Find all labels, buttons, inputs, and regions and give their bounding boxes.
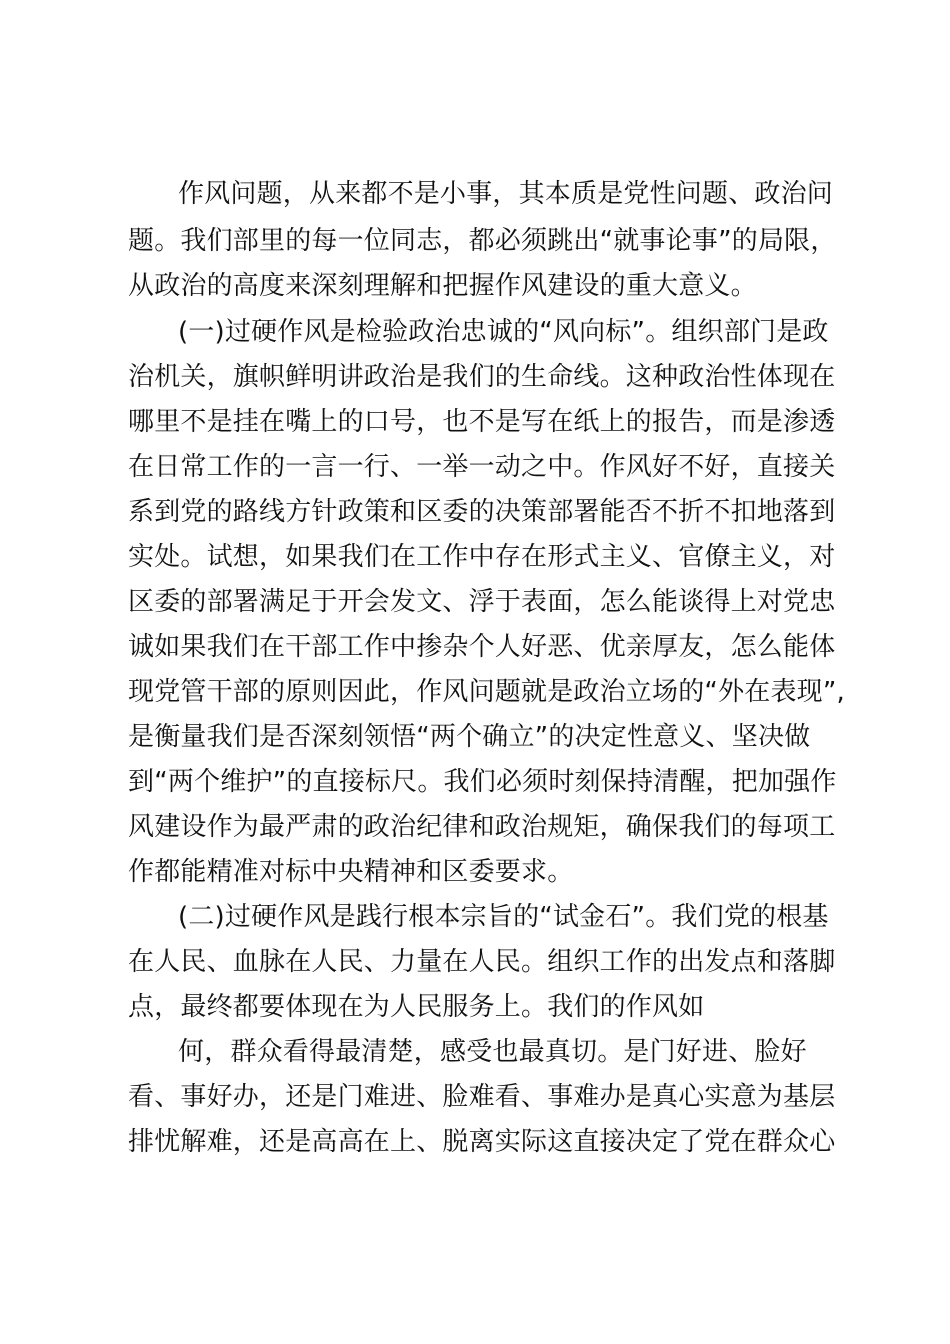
text-line: 题。我们部里的每一位同志，都必须跳出“就事论事”的局限， <box>128 226 837 256</box>
text-line: 作都能精准对标中央精神和区委要求。 <box>128 857 574 887</box>
text-line: 诚如果我们在干部工作中掺杂个人好恶、优亲厚友，怎么能体 <box>128 632 836 662</box>
text-line: 治机关，旗帜鲜明讲政治是我们的生命线。这种政治性体现在 <box>128 362 836 392</box>
text-line: (二)过硬作风是践行根本宗旨的“试金石”。我们党的根基 <box>178 902 829 932</box>
text-line: 看、事好办，还是门难进、脸难看、事难办是真心实意为基层 <box>128 1082 836 1112</box>
text-line: 从政治的高度来深刻理解和把握作风建设的重大意义。 <box>128 271 757 301</box>
text-line: 风建设作为最严肃的政治纪律和政治规矩，确保我们的每项工 <box>128 812 836 842</box>
text-line: 排忧解难，还是高高在上、脱离实际这直接决定了党在群众心 <box>128 1127 836 1157</box>
text-line: 系到党的路线方针政策和区委的决策部署能否不折不扣地落到 <box>128 497 836 527</box>
text-line: 作风问题，从来都不是小事，其本质是党性问题、政治问 <box>178 179 834 209</box>
text-line: 是衡量我们是否深刻领悟“两个确立”的决定性意义、坚决做 <box>128 722 811 752</box>
text-line: 点，最终都要体现在为人民服务上。我们的作风如 <box>128 992 705 1022</box>
text-line: 到“两个维护”的直接标尺。我们必须时刻保持清醒，把加强作 <box>128 767 837 797</box>
text-line: 在日常工作的一言一行、一举一动之中。作风好不好，直接关 <box>128 452 836 482</box>
text-line: 哪里不是挂在嘴上的口号，也不是写在纸上的报告，而是渗透 <box>128 407 836 437</box>
text-line: 在人民、血脉在人民、力量在人民。组织工作的出发点和落脚 <box>128 947 836 977</box>
text-line: 现党管干部的原则因此，作风问题就是政治立场的“外在表现”, <box>128 677 846 707</box>
text-line: 实处。试想，如果我们在工作中存在形式主义、官僚主义，对 <box>128 542 836 572</box>
text-line: 何，群众看得最清楚，感受也最真切。是门好进、脸好 <box>178 1037 807 1067</box>
text-line: (一)过硬作风是检验政治忠诚的“风向标”。组织部门是政 <box>178 317 829 347</box>
text-line: 区委的部署满足于开会发文、浮于表面，怎么能谈得上对党忠 <box>128 587 836 617</box>
